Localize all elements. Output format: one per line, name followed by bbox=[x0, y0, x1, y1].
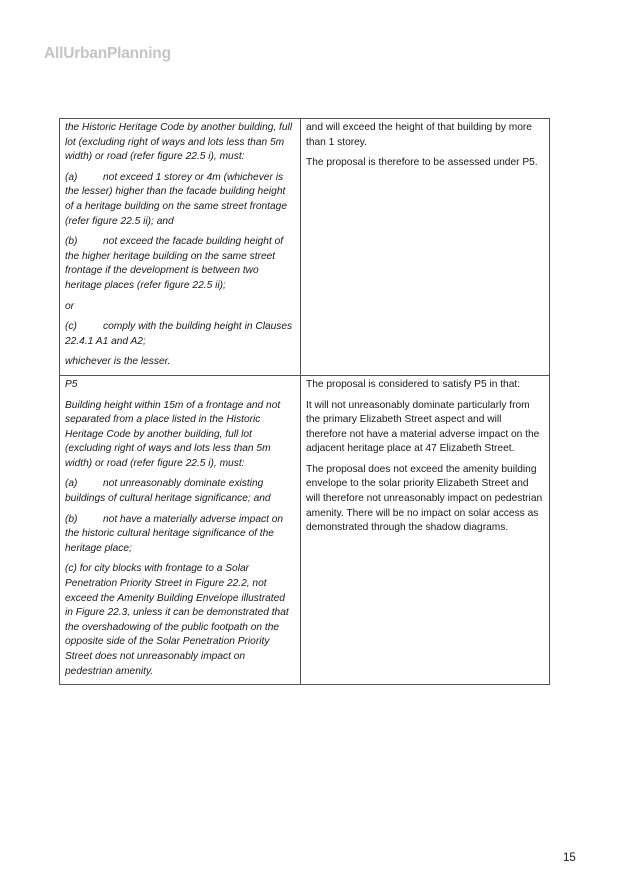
subclause-text: not unreasonably dominate existing buildings of cultural heritage significance; and bbox=[65, 478, 271, 505]
requirement-heading: P5 bbox=[65, 378, 78, 390]
subclause-label: (b) bbox=[65, 513, 78, 525]
requirement-cell bbox=[60, 375, 301, 684]
requirement-cell bbox=[60, 119, 301, 376]
requirement-paragraph: whichever is the lesser. bbox=[65, 356, 171, 368]
subclause-label: (a) bbox=[65, 478, 78, 490]
assessment-cell bbox=[301, 119, 550, 376]
page-number: 15 bbox=[563, 852, 576, 864]
subclause-text: not have a materially adverse impact on the historic cultural heritage significance of the heritage place; bbox=[65, 513, 284, 554]
table-row bbox=[60, 119, 550, 376]
table-row bbox=[60, 375, 550, 684]
subclause-label: (a) bbox=[65, 171, 78, 183]
assessment-paragraph: The proposal does not exceed the amenity building envelope to the solar priority Elizabeth Street and will therefore not unreasonably impact on pedestrian amenity. There will be no impact on solar access as demonstrated through the shadow diagrams. bbox=[306, 463, 543, 534]
requirement-subclause bbox=[65, 477, 295, 506]
subclause-text: not exceed 1 storey or 4m (whichever is the lesser) higher than the facade building height of a heritage building on the same street frontage (refer figure 22.5 ii); and bbox=[65, 171, 288, 227]
requirement-paragraph: Building height within 15m of a frontage and not separated from a place listed in the Historic Heritage Code by another building, full lot (excluding right of ways and lots less than 5m width) or road (refer figure 22.5 i), must: bbox=[65, 399, 281, 469]
requirement-subclause bbox=[65, 171, 295, 229]
assessment-table bbox=[59, 118, 550, 685]
subclause-text: not exceed the facade building height of the higher heritage building on the same street frontage if the development is between two heritage places (refer figure 22.5 ii); bbox=[65, 236, 284, 291]
subclause-label: (b) bbox=[65, 236, 78, 248]
requirement-paragraph: (c) for city blocks with frontage to a Solar Penetration Priority Street in Figure 22.2, not exceed the Amenity Building Envelope illustrated in Figure 22.3, unless it can be demonstrated that the overshadowing of the public footpath on the opposite side of the Solar Penetration Priority Street does not unreasonably impact on pedestrian amenity. bbox=[65, 563, 289, 677]
requirement-paragraph: or bbox=[65, 300, 75, 312]
requirement-subclause bbox=[65, 320, 295, 349]
subclause-text: comply with the building height in Clauses 22.4.1 A1 and A2; bbox=[65, 321, 293, 347]
assessment-paragraph: The proposal is considered to satisfy P5 in that: bbox=[306, 378, 521, 390]
assessment-paragraph: The proposal is therefore to be assessed under P5. bbox=[306, 157, 538, 169]
requirement-paragraph: the Historic Heritage Code by another building, full lot (excluding right of ways and lots less than 5m width) or road (refer figure 22.5 i), must: bbox=[65, 122, 293, 163]
assessment-paragraph: and will exceed the height of that building by more than 1 storey. bbox=[306, 122, 532, 148]
requirement-subclause bbox=[65, 235, 295, 293]
requirement-subclause bbox=[65, 513, 295, 557]
assessment-cell bbox=[301, 375, 550, 684]
company-logo: AllUrbanPlanning bbox=[44, 45, 171, 62]
assessment-paragraph: It will not unreasonably dominate particularly from the primary Elizabeth Street aspect and will therefore not have a material adverse impact on the adjacent heritage place at 47 Elizabeth Street. bbox=[306, 399, 540, 455]
subclause-label: (c) bbox=[65, 321, 77, 333]
